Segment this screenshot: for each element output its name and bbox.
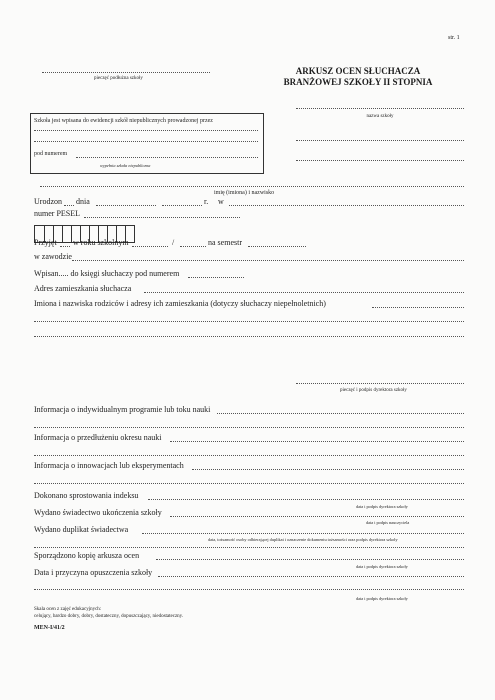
school-name-label: nazwa szkoły <box>366 114 394 119</box>
info-innovation-label: Informacja o innowacjach lub eksperymentach <box>34 461 184 470</box>
registry-line-2[interactable] <box>34 141 258 142</box>
school-name-line[interactable] <box>296 108 464 109</box>
birth-date-line[interactable] <box>96 205 156 206</box>
form-title-line-2: BRANŻOWEJ SZKOŁY II STOPNIA <box>283 77 433 87</box>
stamp-label: pieczęć podłużna szkoły <box>94 76 143 81</box>
registry-line-1[interactable] <box>34 130 258 131</box>
parents-line-2[interactable] <box>34 321 464 322</box>
birth-place-line[interactable] <box>229 205 464 206</box>
correction-label: Dokonano sprostowania indeksu <box>34 491 139 500</box>
registry-number-label: pod numerem <box>34 151 68 157</box>
leaving-signature-label: data i podpis dyrektora szkoły <box>356 596 408 601</box>
director-stamp-label: pieczęć i podpis dyrektora szkoły <box>340 388 407 393</box>
admitted-semester: na semestr <box>208 238 242 247</box>
born-label: Urodzon <box>34 197 62 206</box>
info-innovation-line-2[interactable] <box>34 483 464 484</box>
director-stamp-line[interactable] <box>296 383 464 384</box>
admitted-suffix-line[interactable] <box>60 246 70 247</box>
register-number-line[interactable] <box>188 277 244 278</box>
info-individual-label: Informacja o indywidualnym programie lub toku nauki <box>34 405 211 414</box>
info-innovation-line[interactable] <box>192 469 464 470</box>
pesel-line[interactable] <box>84 217 240 218</box>
address-label: Adres zamieszkania słuchacza <box>34 284 132 293</box>
birth-year-line[interactable] <box>162 205 202 206</box>
page-number: str. 1 <box>448 35 460 41</box>
form-title-line-1: ARKUSZ OCEN SŁUCHACZA <box>295 66 421 76</box>
birth-place-label: w <box>218 197 224 206</box>
leaving-label: Data i przyczyna opuszczenia szkoły <box>34 568 153 577</box>
student-name-label: imię (imiona) i nazwisko <box>214 190 275 196</box>
certificate-line[interactable] <box>170 516 464 517</box>
register-entry-label: Wpisan..... do księgi słuchaczy pod numerem <box>34 269 180 278</box>
parents-label: Imiona i nazwiska rodziców i adresy ich zamieszkania (dotyczy słuchaczy niepełnoletnich) <box>34 299 326 308</box>
info-individual-line[interactable] <box>217 413 464 414</box>
school-year-end-line[interactable] <box>180 246 206 247</box>
stamp-dotted-line <box>42 72 210 73</box>
address-line[interactable] <box>144 292 464 293</box>
leaving-line-2[interactable] <box>34 589 464 590</box>
admitted-school-year: w roku szkolnym <box>73 238 129 247</box>
admitted-prefix: Przyjęt <box>34 238 57 247</box>
certificate-signature-label: data i podpis nauczyciela <box>366 520 410 525</box>
copy-line[interactable] <box>156 559 464 560</box>
parents-line-3[interactable] <box>34 336 464 337</box>
semester-line[interactable] <box>248 246 306 247</box>
parents-line-1[interactable] <box>372 307 464 308</box>
registry-text: Szkoła jest wpisana do ewidencji szkół niepublicznych prowadzonej przez <box>34 118 213 124</box>
duplicate-label: Wydano duplikat świadectwa <box>34 525 129 534</box>
info-extension-line[interactable] <box>170 441 464 442</box>
info-extension-line-2[interactable] <box>34 455 464 456</box>
school-year-separator: / <box>172 238 175 247</box>
leaving-line[interactable] <box>158 576 464 577</box>
school-year-start-line[interactable] <box>132 246 168 247</box>
birth-year-suffix: r. <box>204 197 209 206</box>
certificate-label: Wydano świadectwo ukończenia szkoły <box>34 508 162 517</box>
duplicate-line-2[interactable] <box>34 547 464 548</box>
form-code: MEN-I/41/2 <box>34 625 65 631</box>
correction-line[interactable] <box>148 499 464 500</box>
duplicate-line[interactable] <box>142 533 464 534</box>
copy-label: Sporządzono kopię arkusza ocen <box>34 551 140 560</box>
born-suffix-line[interactable] <box>64 205 74 206</box>
school-name-line-2[interactable] <box>296 140 464 141</box>
copy-signature-label: data i podpis dyrektora szkoły <box>356 564 408 569</box>
school-name-line-3[interactable] <box>296 160 464 161</box>
occupation-label: w zawodzie <box>34 252 72 261</box>
info-individual-line-2[interactable] <box>34 427 464 428</box>
registry-number-line[interactable] <box>76 157 258 158</box>
registry-footnote: wypełnia szkoła niepubliczna <box>100 163 151 168</box>
grades-scale-heading: Skala ocen z zajęć edukacyjnych: <box>34 607 102 612</box>
pesel-label: numer PESEL <box>34 209 80 218</box>
occupation-line[interactable] <box>72 260 464 261</box>
grades-scale-values: celujący, bardzo dobry, dobry, dostateczny, dopuszczający, niedostateczny. <box>34 614 184 619</box>
correction-signature-label: data i podpis dyrektora szkoły <box>356 504 408 509</box>
duplicate-signature-label: data, tożsamość osoby odbierającej duplikat i oznaczenie dokumentu tożsamości oraz podpis dyrektora szkoły <box>208 537 398 542</box>
info-extension-label: Informacja o przedłużeniu okresu nauki <box>34 433 162 442</box>
student-name-line[interactable] <box>40 186 464 187</box>
born-day-label: dnia <box>76 197 90 206</box>
